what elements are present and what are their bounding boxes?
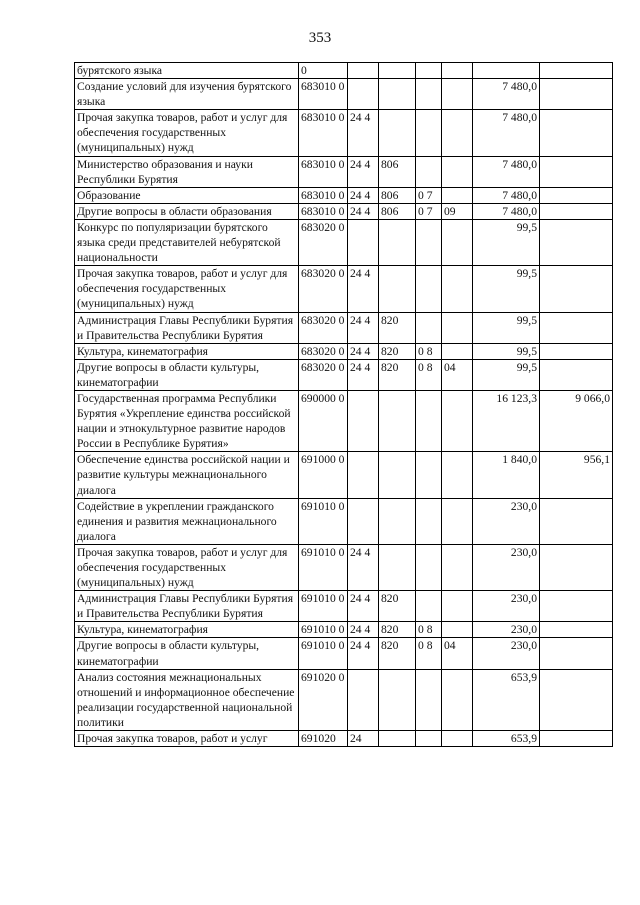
- table-row: [75, 187, 613, 203]
- cell-section: [416, 63, 442, 79]
- cell-expense-type: 24 4: [348, 187, 379, 203]
- cell-ministry-code: 806: [379, 156, 416, 187]
- cell-ministry-code: [379, 669, 416, 730]
- cell-name: Содействие в укреплении гражданского единения и развития межнационального диалога: [75, 498, 299, 544]
- cell-amount-1: 653,9: [473, 669, 540, 730]
- table-row: [75, 498, 613, 544]
- cell-target-code: 691020 0: [299, 669, 348, 730]
- cell-name: Другие вопросы в области культуры, кинематографии: [75, 359, 299, 390]
- cell-amount-1: 230,0: [473, 622, 540, 638]
- cell-amount-2: 9 066,0: [540, 390, 613, 451]
- table-row: [75, 591, 613, 622]
- cell-section: 0 7: [416, 187, 442, 203]
- cell-ministry-code: [379, 219, 416, 265]
- budget-table: [74, 62, 613, 747]
- table-row: [75, 390, 613, 451]
- cell-subsection: [442, 343, 473, 359]
- cell-name: Министерство образования и науки Республики Бурятия: [75, 156, 299, 187]
- cell-amount-2: [540, 110, 613, 156]
- cell-subsection: 04: [442, 359, 473, 390]
- cell-amount-2: [540, 156, 613, 187]
- cell-name: Культура, кинематография: [75, 343, 299, 359]
- cell-expense-type: 24 4: [348, 622, 379, 638]
- cell-section: [416, 79, 442, 110]
- cell-ministry-code: [379, 63, 416, 79]
- cell-subsection: [442, 266, 473, 312]
- table-row: [75, 731, 613, 747]
- cell-ministry-code: [379, 110, 416, 156]
- cell-amount-2: [540, 731, 613, 747]
- cell-ministry-code: [379, 498, 416, 544]
- cell-amount-1: 99,5: [473, 312, 540, 343]
- cell-ministry-code: 806: [379, 187, 416, 203]
- cell-expense-type: 24 4: [348, 359, 379, 390]
- cell-section: [416, 498, 442, 544]
- cell-subsection: [442, 591, 473, 622]
- cell-subsection: [442, 219, 473, 265]
- cell-amount-1: 7 480,0: [473, 79, 540, 110]
- cell-name: Прочая закупка товаров, работ и услуг для обеспечения государственных (муниципальных) нужд: [75, 544, 299, 590]
- cell-target-code: 691010 0: [299, 498, 348, 544]
- cell-amount-1: 7 480,0: [473, 156, 540, 187]
- table-row: [75, 219, 613, 265]
- cell-target-code: 683010 0: [299, 79, 348, 110]
- table-row: [75, 622, 613, 638]
- cell-subsection: [442, 390, 473, 451]
- cell-ministry-code: [379, 390, 416, 451]
- cell-section: [416, 731, 442, 747]
- cell-subsection: [442, 731, 473, 747]
- cell-ministry-code: 820: [379, 638, 416, 669]
- cell-expense-type: [348, 498, 379, 544]
- cell-subsection: [442, 498, 473, 544]
- cell-name: Прочая закупка товаров, работ и услуг для обеспечения государственных (муниципальных) нужд: [75, 110, 299, 156]
- cell-expense-type: 24: [348, 731, 379, 747]
- cell-subsection: [442, 187, 473, 203]
- cell-amount-2: [540, 622, 613, 638]
- table-row: [75, 638, 613, 669]
- table-row: [75, 343, 613, 359]
- cell-subsection: 09: [442, 203, 473, 219]
- cell-section: 0 7: [416, 203, 442, 219]
- cell-amount-2: [540, 591, 613, 622]
- table-row: [75, 452, 613, 498]
- cell-subsection: 04: [442, 638, 473, 669]
- cell-amount-1: 7 480,0: [473, 187, 540, 203]
- cell-amount-1: 653,9: [473, 731, 540, 747]
- cell-amount-2: [540, 544, 613, 590]
- cell-name: Другие вопросы в области образования: [75, 203, 299, 219]
- cell-ministry-code: [379, 544, 416, 590]
- cell-amount-2: [540, 359, 613, 390]
- cell-target-code: 683010 0: [299, 156, 348, 187]
- cell-section: 0 8: [416, 622, 442, 638]
- cell-subsection: [442, 622, 473, 638]
- cell-ministry-code: 820: [379, 359, 416, 390]
- cell-amount-1: 99,5: [473, 343, 540, 359]
- cell-subsection: [442, 110, 473, 156]
- cell-name: Государственная программа Республики Бурятия «Укрепление единства российской нации и этнокультурное развитие народов России в Республике Бурятия»: [75, 390, 299, 451]
- cell-amount-2: [540, 312, 613, 343]
- cell-ministry-code: 820: [379, 343, 416, 359]
- cell-subsection: [442, 452, 473, 498]
- cell-target-code: 0: [299, 63, 348, 79]
- table-row: [75, 669, 613, 730]
- cell-ministry-code: 806: [379, 203, 416, 219]
- cell-section: [416, 390, 442, 451]
- table-row: [75, 312, 613, 343]
- cell-target-code: 683020 0: [299, 343, 348, 359]
- cell-expense-type: [348, 63, 379, 79]
- cell-amount-1: 230,0: [473, 638, 540, 669]
- table-row: [75, 79, 613, 110]
- cell-ministry-code: [379, 266, 416, 312]
- cell-amount-1: 7 480,0: [473, 203, 540, 219]
- cell-expense-type: 24 4: [348, 591, 379, 622]
- cell-amount-2: [540, 669, 613, 730]
- cell-target-code: 691010 0: [299, 591, 348, 622]
- cell-section: [416, 156, 442, 187]
- cell-amount-2: [540, 219, 613, 265]
- cell-amount-2: [540, 63, 613, 79]
- cell-subsection: [442, 63, 473, 79]
- cell-target-code: 691020: [299, 731, 348, 747]
- cell-amount-2: [540, 266, 613, 312]
- table-row: [75, 359, 613, 390]
- cell-section: [416, 669, 442, 730]
- table-row: [75, 63, 613, 79]
- cell-target-code: 683010 0: [299, 110, 348, 156]
- cell-amount-2: [540, 498, 613, 544]
- cell-section: 0 8: [416, 638, 442, 669]
- cell-name: Культура, кинематография: [75, 622, 299, 638]
- cell-amount-1: 7 480,0: [473, 110, 540, 156]
- cell-expense-type: 24 4: [348, 266, 379, 312]
- cell-expense-type: 24 4: [348, 203, 379, 219]
- table-row: [75, 203, 613, 219]
- cell-name: Образование: [75, 187, 299, 203]
- cell-section: 0 8: [416, 359, 442, 390]
- cell-expense-type: 24 4: [348, 110, 379, 156]
- cell-amount-1: 99,5: [473, 266, 540, 312]
- cell-ministry-code: 820: [379, 591, 416, 622]
- cell-subsection: [442, 79, 473, 110]
- cell-target-code: 691010 0: [299, 544, 348, 590]
- cell-target-code: 683020 0: [299, 266, 348, 312]
- table-row: [75, 110, 613, 156]
- cell-section: [416, 110, 442, 156]
- cell-target-code: 691010 0: [299, 622, 348, 638]
- cell-subsection: [442, 669, 473, 730]
- cell-target-code: 683010 0: [299, 203, 348, 219]
- cell-name: Создание условий для изучения бурятского языка: [75, 79, 299, 110]
- cell-name: Администрация Главы Республики Бурятия и Правительства Республики Бурятия: [75, 591, 299, 622]
- cell-amount-1: [473, 63, 540, 79]
- cell-name: бурятского языка: [75, 63, 299, 79]
- table-row: [75, 156, 613, 187]
- budget-table-body: [75, 63, 613, 747]
- page-number: 353: [308, 30, 332, 46]
- cell-amount-1: 230,0: [473, 591, 540, 622]
- cell-target-code: 683020 0: [299, 312, 348, 343]
- cell-name: Прочая закупка товаров, работ и услуг: [75, 731, 299, 747]
- cell-expense-type: [348, 219, 379, 265]
- cell-section: [416, 544, 442, 590]
- cell-subsection: [442, 544, 473, 590]
- cell-amount-2: 956,1: [540, 452, 613, 498]
- cell-ministry-code: [379, 79, 416, 110]
- cell-ministry-code: 820: [379, 622, 416, 638]
- cell-target-code: 691000 0: [299, 452, 348, 498]
- cell-ministry-code: [379, 731, 416, 747]
- cell-amount-1: 230,0: [473, 544, 540, 590]
- cell-expense-type: 24 4: [348, 156, 379, 187]
- cell-expense-type: 24 4: [348, 312, 379, 343]
- cell-amount-2: [540, 203, 613, 219]
- cell-expense-type: 24 4: [348, 544, 379, 590]
- cell-section: [416, 312, 442, 343]
- cell-amount-1: 230,0: [473, 498, 540, 544]
- cell-section: [416, 591, 442, 622]
- cell-subsection: [442, 156, 473, 187]
- cell-section: [416, 452, 442, 498]
- cell-target-code: 683020 0: [299, 359, 348, 390]
- cell-amount-1: 99,5: [473, 219, 540, 265]
- cell-target-code: 690000 0: [299, 390, 348, 451]
- cell-target-code: 683010 0: [299, 187, 348, 203]
- cell-expense-type: [348, 452, 379, 498]
- cell-name: Другие вопросы в области культуры, кинематографии: [75, 638, 299, 669]
- cell-name: Конкурс по популяризации бурятского языка среди представителей небурятской национальности: [75, 219, 299, 265]
- cell-amount-1: 99,5: [473, 359, 540, 390]
- cell-expense-type: [348, 669, 379, 730]
- cell-expense-type: [348, 390, 379, 451]
- cell-expense-type: 24 4: [348, 638, 379, 669]
- table-row: [75, 544, 613, 590]
- cell-expense-type: 24 4: [348, 343, 379, 359]
- cell-name: Обеспечение единства российской нации и развитие культуры межнационального диалога: [75, 452, 299, 498]
- cell-target-code: 691010 0: [299, 638, 348, 669]
- cell-name: Анализ состояния межнациональных отношений и информационное обеспечение реализации государственной национальной политики: [75, 669, 299, 730]
- cell-name: Администрация Главы Республики Бурятия и Правительства Республики Бурятия: [75, 312, 299, 343]
- cell-amount-2: [540, 187, 613, 203]
- cell-amount-1: 1 840,0: [473, 452, 540, 498]
- cell-subsection: [442, 312, 473, 343]
- cell-section: [416, 266, 442, 312]
- cell-amount-2: [540, 79, 613, 110]
- cell-target-code: 683020 0: [299, 219, 348, 265]
- cell-ministry-code: [379, 452, 416, 498]
- cell-section: [416, 219, 442, 265]
- cell-expense-type: [348, 79, 379, 110]
- cell-name: Прочая закупка товаров, работ и услуг для обеспечения государственных (муниципальных) нужд: [75, 266, 299, 312]
- cell-section: 0 8: [416, 343, 442, 359]
- cell-ministry-code: 820: [379, 312, 416, 343]
- cell-amount-1: 16 123,3: [473, 390, 540, 451]
- cell-amount-2: [540, 638, 613, 669]
- table-row: [75, 266, 613, 312]
- cell-amount-2: [540, 343, 613, 359]
